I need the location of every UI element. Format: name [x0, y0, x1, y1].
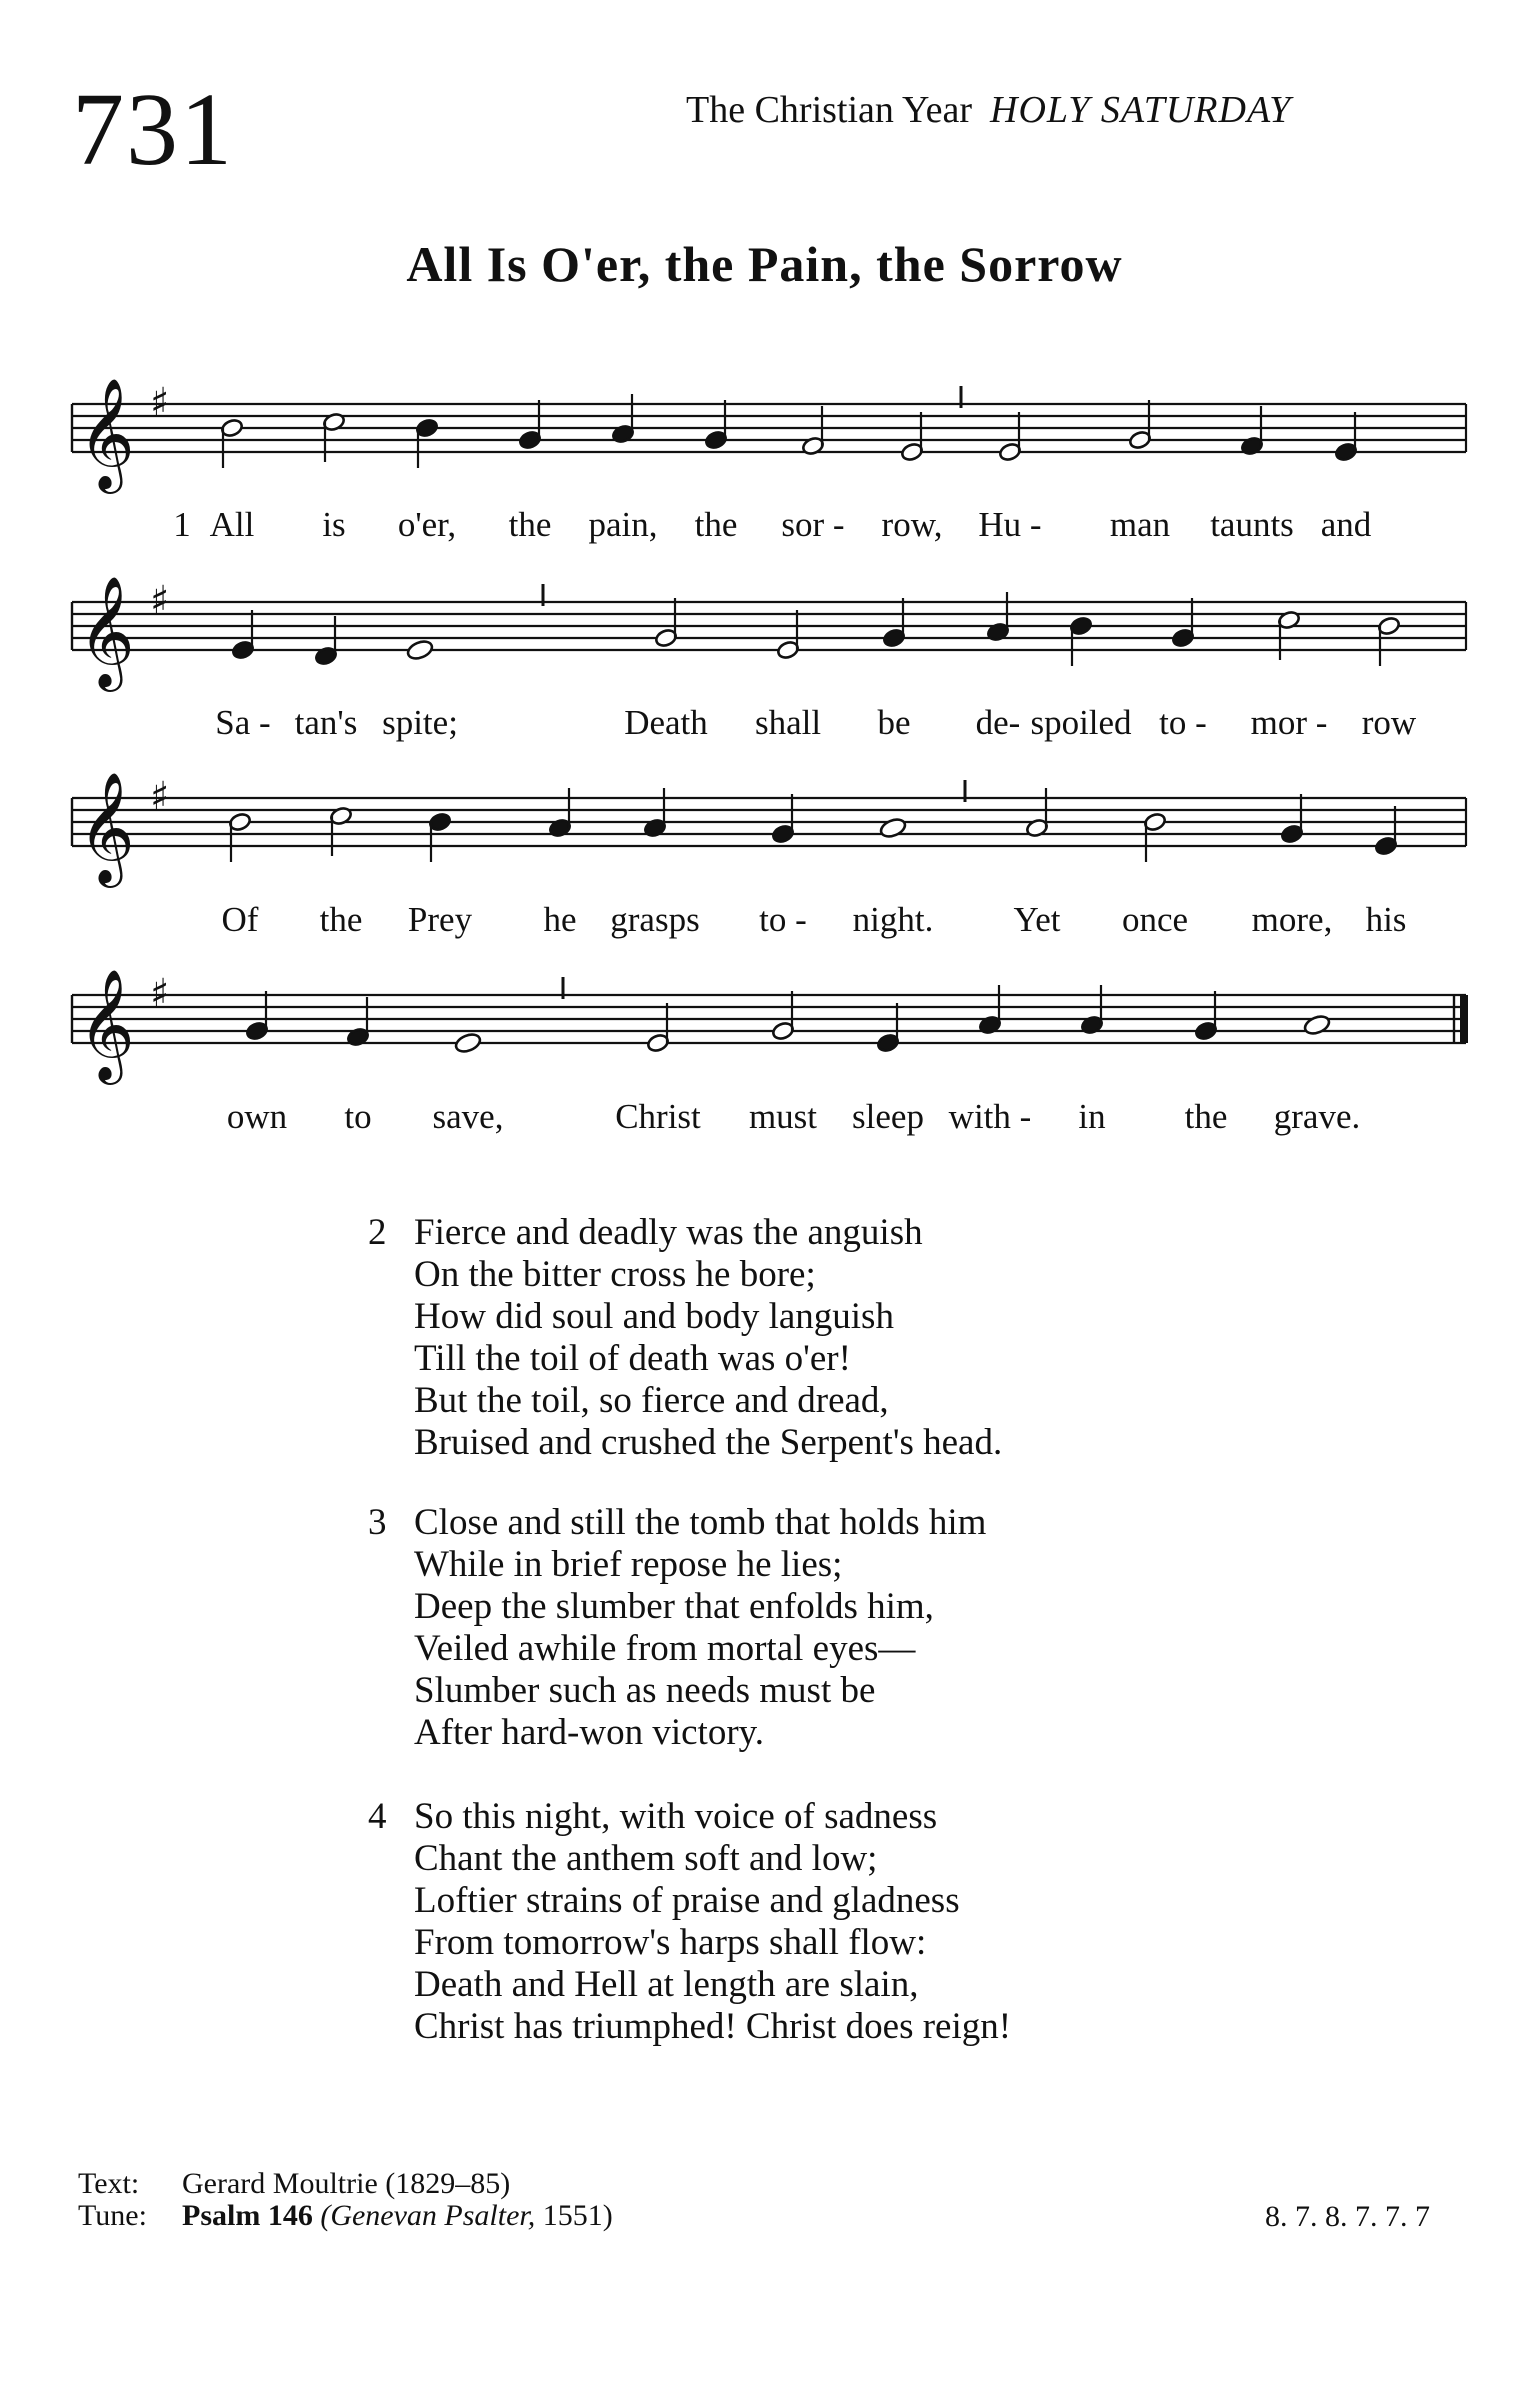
lyric-syllable: once: [1121, 900, 1189, 939]
lyric-syllable: Hu -: [978, 505, 1042, 544]
note: [428, 812, 452, 862]
note: [415, 418, 439, 468]
verse-line: Bruised and crushed the Serpent's head.: [414, 1422, 1003, 1463]
note: [876, 1003, 900, 1053]
staff-system: [72, 771, 1466, 888]
note: [1334, 412, 1358, 462]
note: [322, 412, 346, 462]
lyric-syllable: tan's: [294, 703, 358, 742]
note: [454, 1031, 483, 1054]
lyric-syllable: own: [226, 1097, 288, 1136]
note: [1069, 616, 1093, 666]
verse-line: Veiled awhile from mortal eyes—: [414, 1628, 916, 1669]
note: [1143, 812, 1167, 862]
text-credit: [78, 2168, 613, 2200]
lyric-syllable: sleep: [852, 1097, 924, 1136]
verse-line: Deep the slumber that enfolds him,: [414, 1586, 934, 1627]
lyric-syllable: Christ: [615, 1097, 701, 1136]
note: [1240, 406, 1264, 456]
lyric-syllable: and: [1320, 505, 1372, 544]
note: [978, 985, 1002, 1035]
note: [879, 816, 908, 839]
note: [1171, 598, 1195, 648]
note: [900, 412, 924, 462]
note: [654, 598, 678, 648]
lyric-syllable: to: [344, 1097, 372, 1136]
verse-line: After hard-won victory.: [414, 1712, 765, 1753]
text-label: Text:: [78, 2167, 140, 2200]
note: [518, 400, 542, 450]
note: [1025, 788, 1049, 838]
note: [998, 412, 1022, 462]
staff-system: [72, 575, 1466, 692]
verse-number: 4: [368, 1796, 387, 1837]
lyric-syllable: sor -: [781, 505, 845, 544]
note: [801, 406, 825, 456]
treble-clef-icon: 𝄞: [78, 771, 135, 883]
verse-2: [368, 1212, 1002, 1464]
note: [771, 794, 795, 844]
lyric-syllable: row: [1361, 703, 1417, 742]
verse-number: 2: [368, 1212, 387, 1253]
note: [776, 610, 800, 660]
note: [548, 788, 572, 838]
key-sharp-icon: ♯: [150, 774, 170, 820]
note: [646, 1003, 670, 1053]
note: [704, 400, 728, 450]
season-label: HOLY SATURDAY: [990, 89, 1292, 131]
note: [1080, 985, 1104, 1035]
verse-line: Loftier strains of praise and gladness: [414, 1880, 960, 1921]
note: [771, 991, 795, 1041]
meter: 8. 7. 8. 7. 7. 7: [1265, 2200, 1430, 2233]
note: [1303, 1013, 1332, 1036]
treble-clef-icon: 𝄞: [78, 575, 135, 687]
notehead: [454, 1031, 483, 1054]
verse-line: While in brief repose he lies;: [414, 1544, 843, 1585]
note: [643, 788, 667, 838]
verse-3: [368, 1502, 986, 1754]
lyric-syllable: grave.: [1273, 1097, 1361, 1136]
staff-system: [72, 968, 1468, 1085]
note: [406, 638, 435, 661]
lyric-syllable: row,: [881, 505, 943, 544]
lyric-syllable: to -: [1159, 703, 1207, 742]
notehead: [879, 816, 908, 839]
note: [611, 394, 635, 444]
lyric-syllable: more,: [1251, 900, 1333, 939]
notehead: [1303, 1013, 1332, 1036]
note: [1194, 991, 1218, 1041]
tune-label: Tune:: [78, 2199, 147, 2232]
note: [245, 991, 269, 1041]
lyric-syllable: pain,: [588, 505, 658, 544]
lyric-syllable: de-: [975, 703, 1021, 742]
hymn-number: 731: [72, 72, 234, 187]
verse-line: Till the toil of death was o'er!: [414, 1338, 851, 1379]
verse-line: Death and Hell at length are slain,: [414, 1964, 919, 2005]
lyric-syllable: mor -: [1250, 703, 1328, 742]
lyric-syllable: Death: [624, 703, 708, 742]
credits: [78, 2168, 613, 2232]
lyric-syllable: the: [319, 900, 363, 939]
lyric-syllable: he: [543, 900, 577, 939]
note: [231, 610, 255, 660]
lyric-syllable: with -: [948, 1097, 1032, 1136]
verse-line: Slumber such as needs must be: [414, 1670, 876, 1711]
key-sharp-icon: ♯: [150, 578, 170, 624]
note: [1277, 610, 1301, 660]
verse-line: How did soul and body languish: [414, 1296, 894, 1337]
verse-line: Chant the anthem soft and low;: [414, 1838, 878, 1879]
lyric-syllable: night.: [852, 900, 934, 939]
verse-4: [368, 1796, 1011, 2048]
lyric-syllable: to -: [759, 900, 807, 939]
lyric-syllable: the: [508, 505, 552, 544]
verse-1-number: 1: [173, 505, 191, 544]
note: [329, 806, 353, 856]
hymn-title: All Is O'er, the Pain, the Sorrow: [406, 236, 1123, 292]
verse-line: But the toil, so fierce and dread,: [414, 1380, 889, 1421]
lyric-syllable: Yet: [1013, 900, 1061, 939]
verse-line: Close and still the tomb that holds him: [414, 1502, 987, 1543]
note: [986, 592, 1010, 642]
lyric-syllable: Of: [221, 900, 259, 939]
notehead: [406, 638, 435, 661]
lyric-syllable: taunts: [1210, 505, 1294, 544]
tune-source: (Genevan Psalter,: [320, 2199, 536, 2232]
verse-line: On the bitter cross he bore;: [414, 1254, 816, 1295]
verse-line: So this night, with voice of sadness: [414, 1796, 938, 1837]
tune-name: Psalm 146: [182, 2199, 313, 2232]
lyric-syllable: spoiled: [1030, 703, 1132, 742]
final-barline-thick: [1460, 995, 1468, 1043]
lyric-syllable: spite;: [382, 703, 458, 742]
lyric-syllable: in: [1078, 1097, 1106, 1136]
text-author: Gerard Moultrie (1829–85): [182, 2167, 511, 2200]
lyric-syllable: Prey: [407, 900, 473, 939]
treble-clef-icon: 𝄞: [78, 377, 135, 489]
note: [314, 616, 338, 666]
lyric-syllable: is: [322, 505, 346, 544]
verse-line: Fierce and deadly was the anguish: [414, 1212, 923, 1253]
note: [1377, 616, 1401, 666]
key-sharp-icon: ♯: [150, 380, 170, 426]
lyric-syllable: All: [209, 505, 255, 544]
lyric-syllable: the: [694, 505, 738, 544]
note: [1280, 794, 1304, 844]
key-sharp-icon: ♯: [150, 971, 170, 1017]
note: [1128, 400, 1152, 450]
lyric-syllable: the: [1184, 1097, 1228, 1136]
note: [346, 997, 370, 1047]
note: [1374, 806, 1398, 856]
note: [220, 418, 244, 468]
lyric-syllable: man: [1109, 505, 1171, 544]
verse-line: Christ has triumphed! Christ does reign!: [414, 2006, 1012, 2047]
lyric-syllable: be: [877, 703, 911, 742]
note: [882, 598, 906, 648]
lyric-syllable: Sa -: [215, 703, 271, 742]
verse-line: From tomorrow's harps shall flow:: [414, 1922, 927, 1963]
lyric-syllable: must: [748, 1097, 818, 1136]
tune-credit: [78, 2200, 613, 2232]
section-label: The Christian Year: [686, 89, 973, 131]
lyric-syllable: his: [1365, 900, 1407, 939]
staff-system: [72, 377, 1466, 494]
music-score: [0, 0, 1529, 1160]
lyric-syllable: o'er,: [397, 505, 457, 544]
note: [228, 812, 252, 862]
lyric-syllable: save,: [432, 1097, 504, 1136]
tune-year: 1551): [542, 2199, 613, 2232]
lyric-syllable: shall: [754, 703, 822, 742]
treble-clef-icon: 𝄞: [78, 968, 135, 1080]
verse-number: 3: [368, 1502, 387, 1543]
lyric-syllable: grasps: [610, 900, 700, 939]
